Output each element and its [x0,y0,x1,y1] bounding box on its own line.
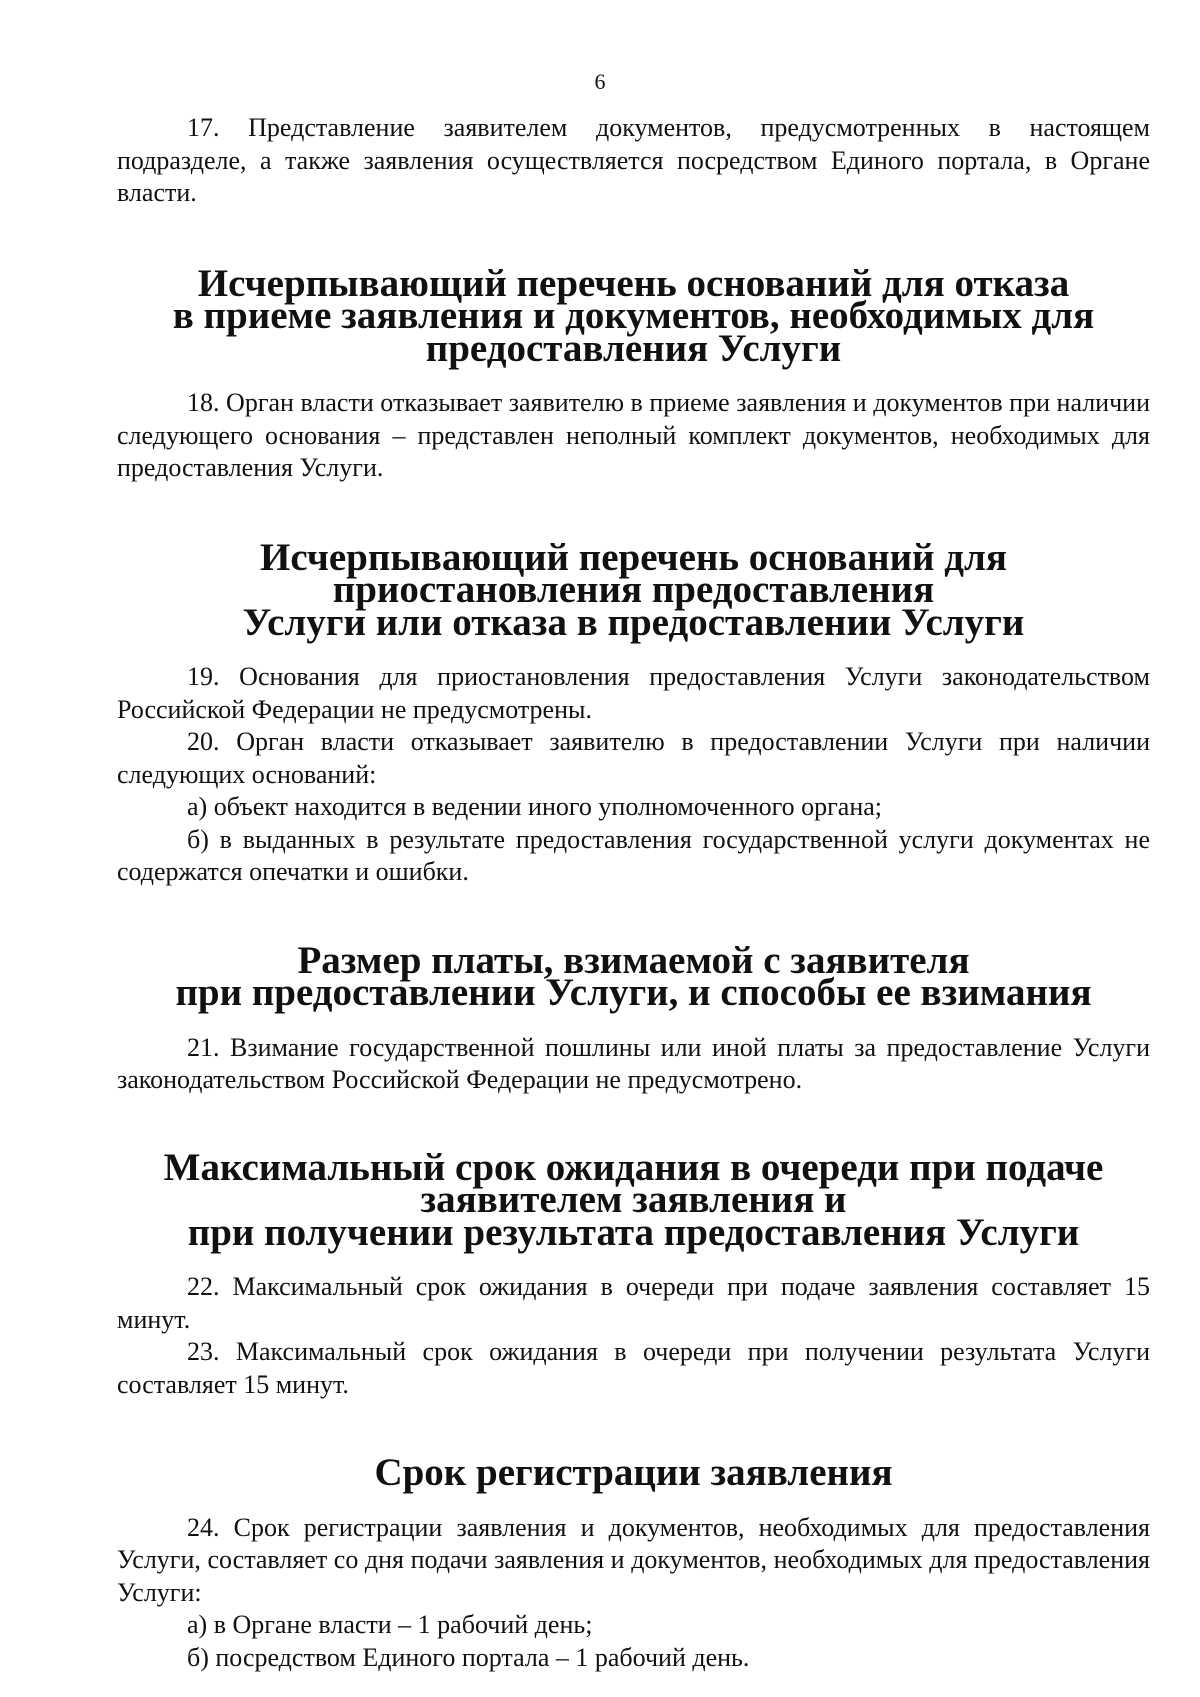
heading-registration-term [117,1451,1150,1494]
heading-line: Срок регистрации заявления [374,1451,893,1494]
paragraph-20b: б) в выданных в результате предоставления государственной услуги документах не содержатся опечатки и ошибки. [117,824,1150,886]
paragraph-24: 24. Срок регистрации заявления и документов, необходимых для предоставления Услуги, составляет со дня подачи заявления и документов, необходимых для предоставления Услуги: [117,1512,1150,1607]
paragraph-24b: б) посредством Единого портала – 1 рабочий день. [187,1642,750,1672]
paragraph-20: 20. Орган власти отказывает заявителю в предоставлении Услуги при наличии следующих оснований: [117,727,1150,789]
heading-line: при получении результата предоставления Услуги [187,1210,1080,1254]
heading-line: Исчерпывающий перечень оснований для отказа [197,261,1070,305]
paragraph-18: 18. Орган власти отказывает заявителю в приеме заявления и документов при наличии следующего основания – представлен неполный комплект документов, необходимых для предоставления Услуги. [117,388,1150,482]
paragraph-22: 22. Максимальный срок ожидания в очереди при подаче заявления составляет 15 минут. [117,1272,1150,1334]
heading-fee [117,938,1150,1014]
heading-refusal-acceptance [117,261,1150,370]
paragraph-24a: а) в Органе власти – 1 рабочий день; [187,1610,593,1639]
paragraph-19: 19. Основания для приостановления предоставления Услуги законодательством Российской Федерации не предусмотрены. [117,662,1150,724]
heading-line: Максимальный срок ожидания в очереди при подаче заявителем заявления и [163,1145,1104,1221]
heading-line: Размер платы, взимаемой с заявителя [297,938,970,982]
heading-line: в приеме заявления и документов, необходимых для предоставления Услуги [172,294,1095,370]
paragraph-23: 23. Максимальный срок ожидания в очереди при получении результата Услуги составляет 15 минут. [117,1337,1150,1399]
paragraph-17: 17. Представление заявителем документов, предусмотренных в настоящем подразделе, а также заявления осуществляется посредством Единого портала, в Органе власти. [117,113,1150,207]
heading-suspension-refusal [117,535,1150,644]
paragraph-20a: а) объект находится в ведении иного уполномоченного органа; [187,792,882,821]
paragraph-21: 21. Взимание государственной пошлины или иной платы за предоставление Услуги законодательством Российской Федерации не предусмотрено. [117,1032,1150,1094]
heading-line: при предоставлении Услуги, и способы ее взимания [175,971,1092,1014]
page-number: 6 [594,69,606,94]
heading-line: Услуги или отказа в предоставлении Услуги [242,600,1025,644]
page-content [117,112,1150,1674]
heading-line: Исчерпывающий перечень оснований для приостановления предоставления [260,535,1007,611]
heading-queue-time [117,1145,1150,1254]
